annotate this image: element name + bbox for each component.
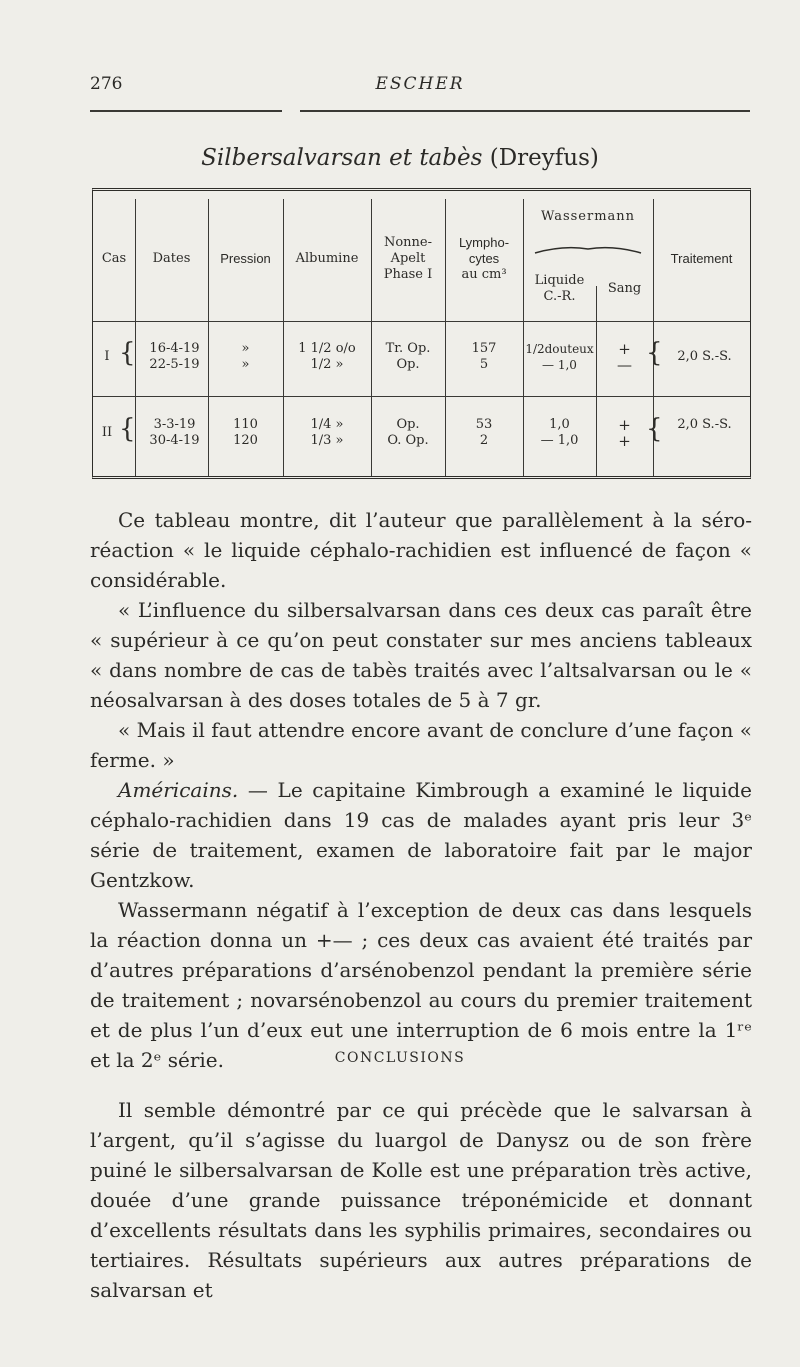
- row1-sang: [596, 341, 653, 373]
- row1-albumine: [283, 341, 371, 373]
- row1-albumine-val: 1/2 »: [310, 357, 344, 372]
- row2-cas: II: [101, 425, 113, 440]
- paragraph-4: [90, 775, 752, 895]
- header-nonne-line: Phase I: [383, 267, 433, 282]
- row2-nonne-val: O. Op.: [387, 433, 429, 448]
- row1-lympho-val: 5: [479, 357, 489, 372]
- header-liquide-line: C.-R.: [543, 289, 576, 304]
- row2-pression: [208, 417, 283, 449]
- header-rule-left: [90, 110, 282, 112]
- data-table: [92, 188, 751, 479]
- header-lympho-line: au cm³: [461, 267, 507, 282]
- row1-traitement-brace: {: [646, 338, 663, 368]
- row1-sang-val: —: [617, 356, 632, 374]
- row1-liquide: [523, 341, 596, 373]
- header-liquide: [523, 273, 596, 305]
- row2-traitement-brace: {: [646, 414, 663, 444]
- paragraph-5: Wassermann négatif à l’exception de deux cas dans lesquels la réaction donna un +— ; ces deux cas avaient été traités par d’autres préparations d’arsénobenzol pendant la première série de traitement ; novarsénobenzol au cours du premier traitement et de plus l’un d’eux eut une interruption de 6 mois entre la 1ʳᵉ et la 2ᵉ série.: [90, 898, 752, 1072]
- row2-brace: {: [119, 414, 136, 444]
- header-cas: Cas: [101, 251, 127, 266]
- wassermann-brace: [533, 241, 643, 257]
- header-pression: Pression: [220, 251, 271, 266]
- row1-pression-val: »: [241, 341, 250, 356]
- row2-sang-val: +: [618, 432, 631, 450]
- row2-liquide: [523, 417, 596, 449]
- table-title-italic: Silbersalvarsan et tabès: [201, 145, 483, 171]
- paragraph-4-rest: — Le capitaine Kimbrough a examiné le liquide céphalo-rachidien dans 19 cas de malades ayant pris leur 3ᵉ série de traitement, examen de laboratoire fait par le major Gentzkow.: [90, 778, 753, 892]
- row1-pression: [208, 341, 283, 373]
- header-liquide-line: Liquide: [534, 273, 585, 288]
- header-sang: Sang: [607, 281, 642, 296]
- row2-pression-val: 110: [233, 417, 258, 432]
- row2-nonne: [371, 417, 445, 449]
- row1-liquide-val: 1/2douteux: [525, 342, 594, 356]
- header-nonne: [371, 235, 445, 283]
- paragraph-6: Il semble démontré par ce qui précède que le salvarsan à l’argent, qu’il s’agisse du luargol de Danysz ou de son frère puiné le silbersalvarsan de Kolle est une préparation très active, douée d’une grande puissance tréponémicide et donnant d’excellents résultats dans les syphilis primaires, secondaires ou tertiaires. Résultats supérieurs aux autres préparations de salvarsan et: [90, 1098, 752, 1302]
- paragraph-2: « L’influence du silbersalvarsan dans ces deux cas paraît être « supérieur à ce qu’on peut constater sur mes anciens tableaux « dans nombre de cas de tabès traités avec l’altsalvarsan ou le « néosalvarsan à des doses totales de 5 à 7 gr.: [90, 598, 752, 712]
- row1-traitement: 2,0 S.-S.: [677, 349, 732, 364]
- row2-lympho: [445, 417, 523, 449]
- row1-nonne-val: Op.: [396, 357, 420, 372]
- row2-albumine-val: 1/4 »: [310, 417, 344, 432]
- table-title-rest: (Dreyfus): [489, 145, 599, 171]
- row2-date: 30-4-19: [149, 433, 200, 448]
- row1-nonne-val: Tr. Op.: [385, 341, 431, 356]
- row2-traitement: 2,0 S.-S.: [677, 417, 732, 432]
- conclusions-heading: CONCLUSIONS: [334, 1050, 466, 1066]
- row1-nonne: [371, 341, 445, 373]
- row1-lympho: [445, 341, 523, 373]
- row1-brace: {: [119, 338, 136, 368]
- paragraph-4-italic: Américains.: [118, 778, 239, 802]
- paragraph-3: « Mais il faut attendre encore avant de conclure d’une façon « ferme. »: [90, 718, 752, 772]
- row1-date: 16-4-19: [149, 341, 200, 356]
- row2-albumine-val: 1/3 »: [310, 433, 344, 448]
- header-traitement: Traitement: [670, 251, 733, 266]
- wassermann-brace-path: [535, 248, 641, 253]
- row2-date: 3-3-19: [153, 417, 196, 432]
- row1-dates: [141, 341, 208, 373]
- row1-lympho-val: 157: [471, 341, 497, 356]
- row1-cas: I: [104, 349, 110, 364]
- page-header: [90, 74, 750, 104]
- main-text: [90, 505, 752, 1075]
- header-nonne-line: Nonne-: [383, 235, 433, 250]
- header-albumine: Albumine: [295, 251, 359, 266]
- header-lympho: [445, 235, 523, 283]
- row1-sang-val: +: [618, 340, 631, 358]
- row1-liquide-val: — 1,0: [542, 358, 577, 372]
- table-title: [0, 145, 800, 171]
- row2-pression-val: 120: [233, 433, 258, 448]
- row2-dates: [141, 417, 208, 449]
- row2-liquide-val: — 1,0: [540, 433, 579, 448]
- conclusions-text: [90, 1095, 752, 1305]
- row2-liquide-val: 1,0: [549, 417, 570, 432]
- header-lympho-line: Lympho-: [458, 235, 510, 250]
- header-rule-right: [300, 110, 750, 112]
- paragraph-1: Ce tableau montre, dit l’auteur que parallèlement à la séro-réaction « le liquide céphalo-rachidien est influencé de façon « considérable.: [90, 508, 752, 592]
- row2-sang-val: +: [618, 416, 631, 434]
- row-divider: [93, 321, 750, 322]
- row2-sang: [596, 417, 653, 449]
- row1-pression-val: »: [241, 357, 250, 372]
- page-number: 276: [90, 74, 123, 94]
- row2-lympho-val: 53: [475, 417, 493, 432]
- header-dates: Dates: [152, 251, 191, 266]
- row-divider: [93, 396, 750, 397]
- row1-date: 22-5-19: [149, 357, 200, 372]
- running-title: ESCHER: [375, 74, 465, 94]
- row2-nonne-val: Op.: [396, 417, 420, 432]
- header-wassermann: Wassermann: [540, 209, 636, 224]
- header-nonne-line: Apelt: [390, 251, 426, 266]
- row2-albumine: [283, 417, 371, 449]
- row1-albumine-val: 1 1/2 o/o: [298, 341, 356, 356]
- row2-lympho-val: 2: [479, 433, 489, 448]
- header-lympho-line: cytes: [468, 251, 500, 266]
